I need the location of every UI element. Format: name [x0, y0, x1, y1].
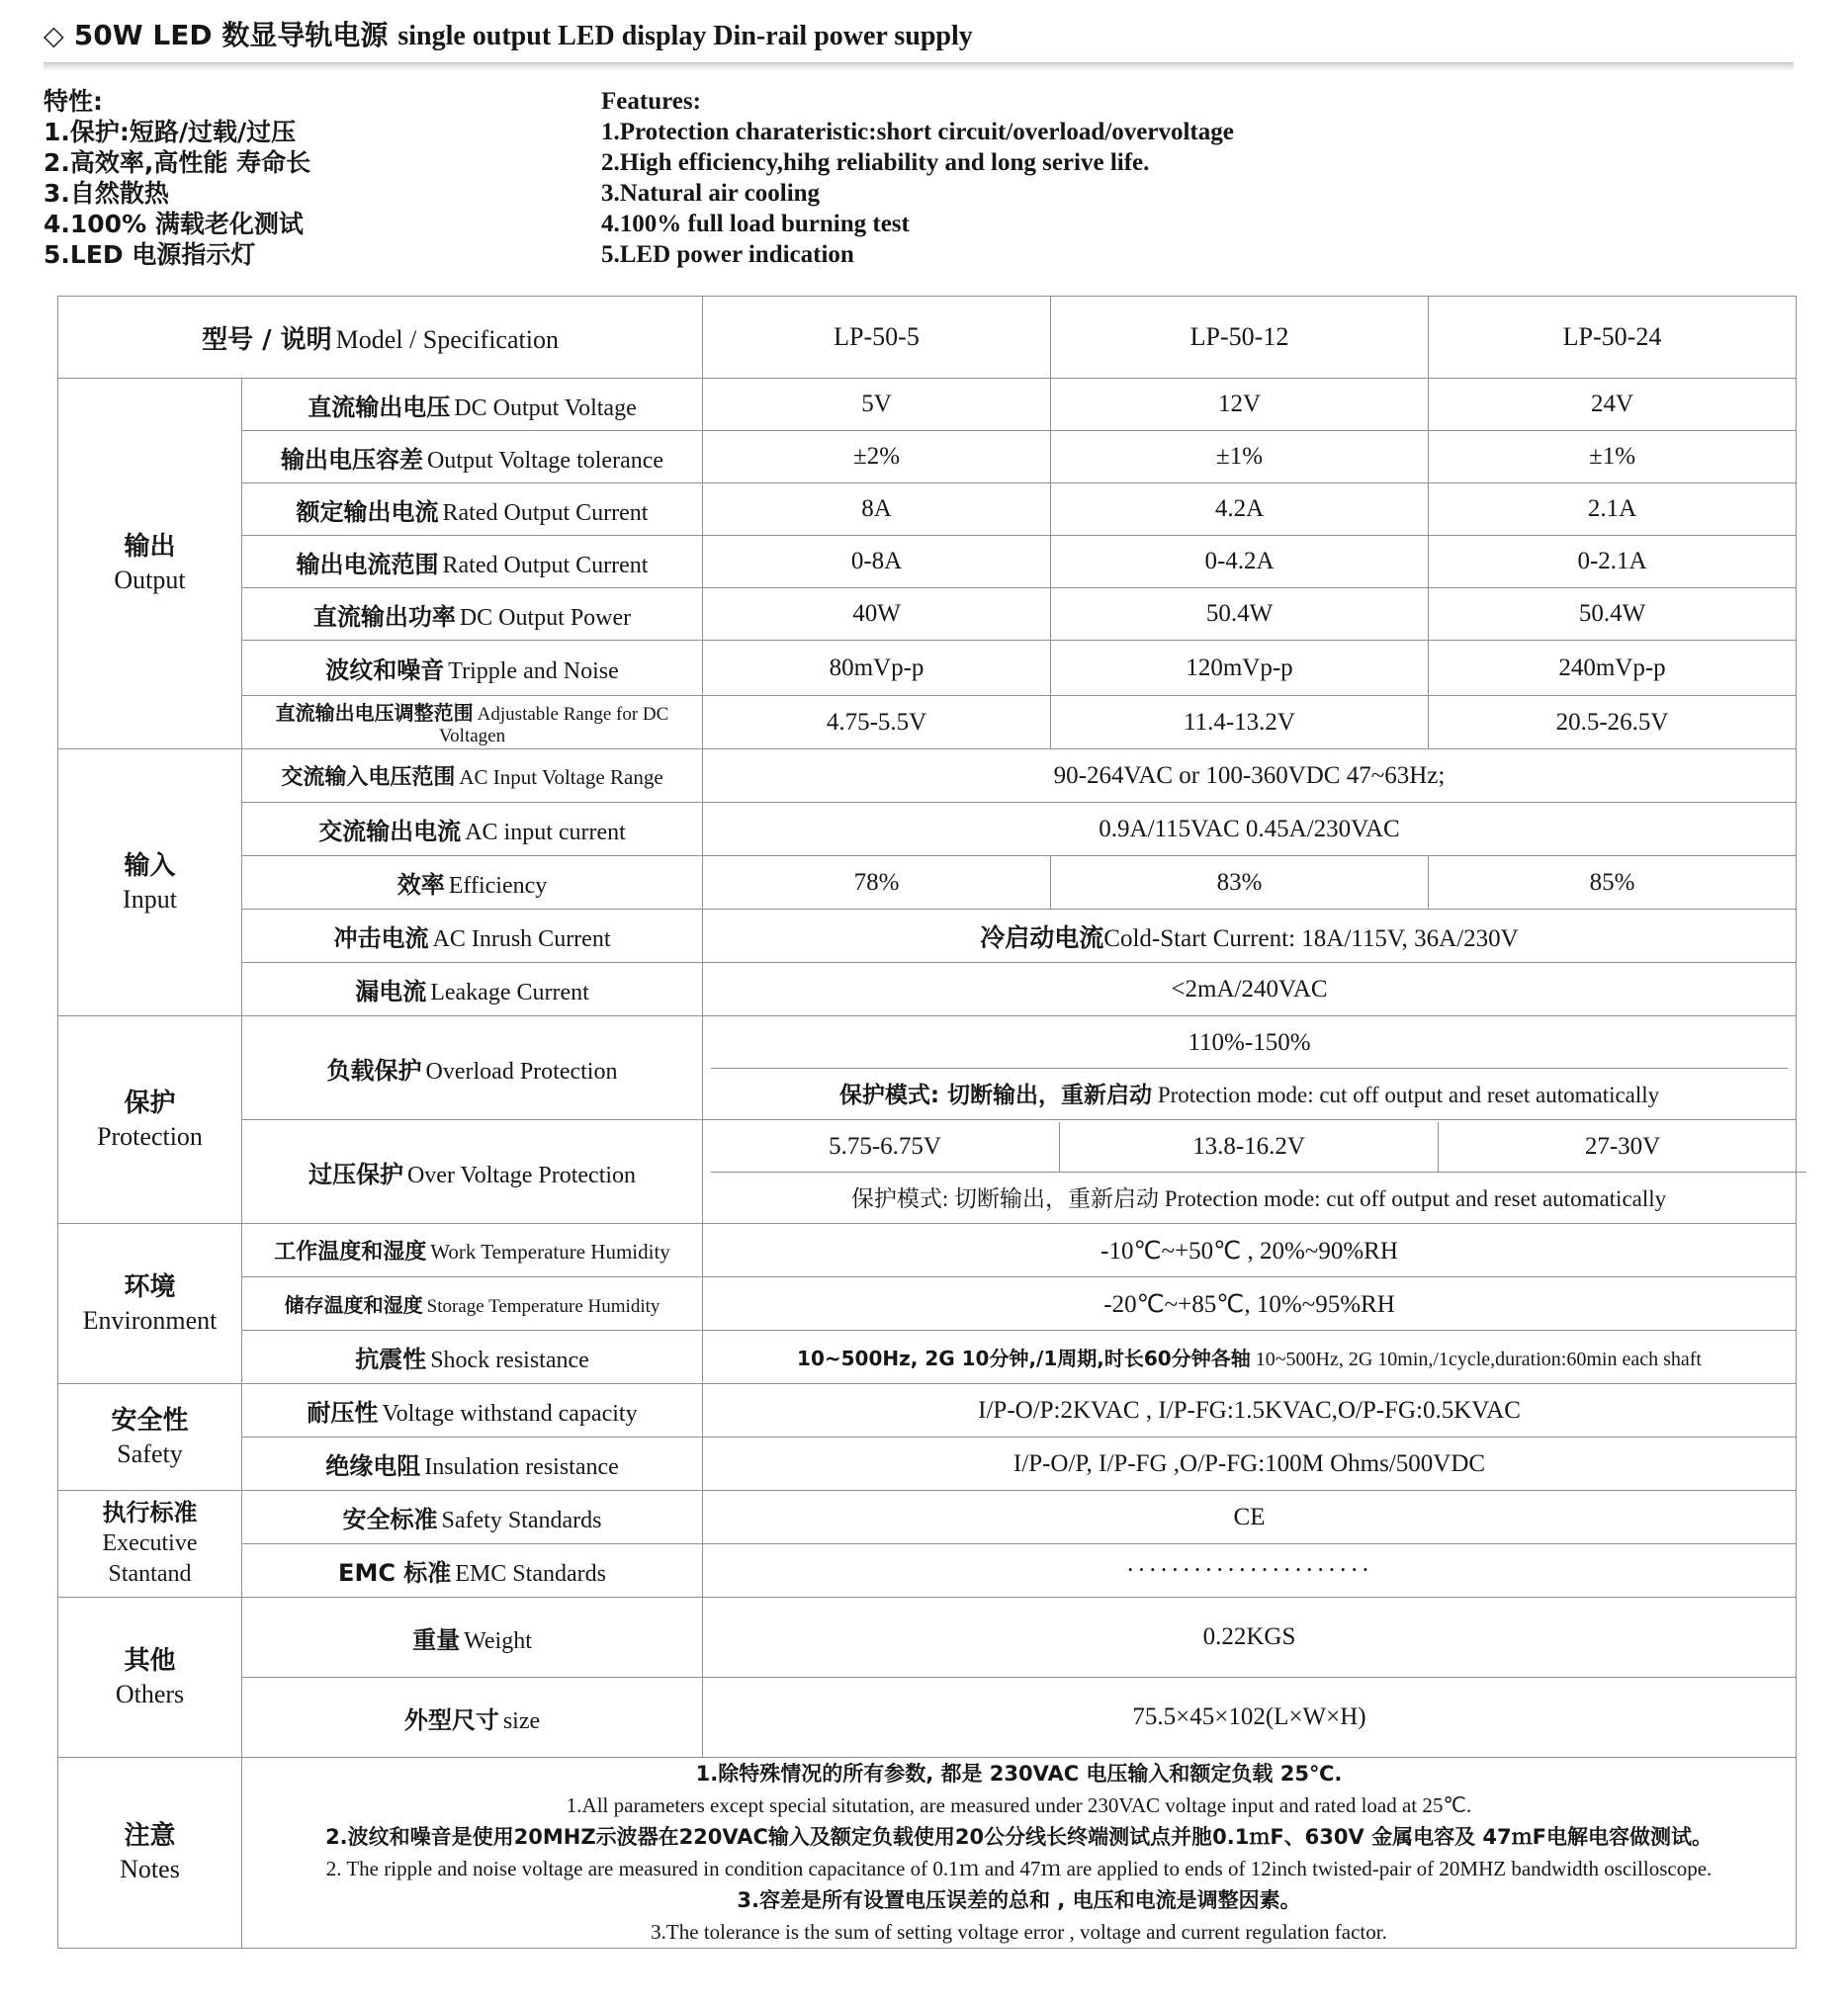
item-tripple-and-noise — [242, 641, 703, 696]
value-cell-merged: <2mA/240VAC — [703, 963, 1797, 1016]
item-label-cn: 输出电流范围 — [296, 550, 439, 578]
item-ac-inrush-current — [242, 910, 703, 963]
value-overload-mode — [711, 1068, 1788, 1118]
feature-item-cn: 4.100% 满载老化测试 — [44, 210, 304, 238]
item-label-cn: 交流输出电流 — [318, 818, 462, 845]
item-emc-standards — [242, 1544, 703, 1598]
table-row — [58, 1598, 1797, 1678]
table-row — [58, 641, 1797, 696]
item-ac-input-current — [242, 803, 703, 856]
value-cell-merged: I/P-O/P, I/P-FG ,O/P-FG:100M Ohms/500VDC — [703, 1438, 1797, 1491]
item-storage-temperature-humidity — [242, 1277, 703, 1331]
group-environment — [58, 1224, 242, 1384]
group-output-cn: 输出 — [124, 532, 176, 562]
group-environment-en: Environment — [82, 1305, 218, 1335]
item-label-en: Rated Output Current — [442, 552, 649, 578]
item-label-en: AC Input Voltage Range — [459, 765, 663, 789]
group-executive-en-line2: Stantand — [108, 1561, 192, 1587]
overload-subtable — [711, 1018, 1788, 1118]
value-cell: 0-8A — [703, 536, 1051, 588]
item-label-cn: 波纹和噪音 — [325, 656, 445, 684]
item-label-en: Shock resistance — [430, 1348, 589, 1373]
group-notes — [58, 1758, 242, 1949]
table-row — [711, 1068, 1788, 1118]
overload-protection-values — [703, 1016, 1797, 1120]
item-size — [242, 1678, 703, 1758]
value-cell: 24V — [1429, 379, 1797, 431]
item-label-cn: 工作温度和湿度 — [274, 1240, 427, 1265]
item-overload-protection — [242, 1016, 703, 1120]
value-cn: 10~500Hz, 2G 10分钟,/1周期,时长60分钟各轴 — [797, 1347, 1251, 1370]
item-label-cn: 漏电流 — [355, 978, 427, 1005]
item-label-cn: 直流输出电压 — [308, 393, 451, 421]
item-label-cn: 耐压性 — [307, 1399, 379, 1427]
table-row — [58, 856, 1797, 910]
feature-item-cn: 1.保护:短路/过载/过压 — [44, 118, 297, 146]
value-overload-range: 110%-150% — [711, 1018, 1788, 1069]
diamond-bullet-icon: ◇ — [44, 21, 64, 50]
item-over-voltage-protection — [242, 1120, 703, 1224]
header-model-lp50-24: LP-50-24 — [1429, 297, 1797, 379]
group-environment-cn: 环境 — [124, 1271, 176, 1302]
value-en: Cold-Start Current: 18A/115V, 36A/230V — [1103, 924, 1519, 952]
item-label-cn: 直流输出电压调整范围 — [275, 701, 474, 725]
group-input-cn: 输入 — [124, 850, 176, 881]
group-input — [58, 749, 242, 1016]
title-english: single output LED display Din-rail power supply — [397, 21, 973, 51]
table-row — [58, 1544, 1797, 1598]
table-row — [58, 588, 1797, 641]
notes-content — [242, 1758, 1797, 1949]
item-label-cn: 过压保护 — [308, 1160, 403, 1188]
overvoltage-subtable — [711, 1122, 1806, 1222]
title-divider — [44, 62, 1794, 70]
page-title — [0, 0, 1848, 53]
item-label-en: EMC Standards — [455, 1561, 606, 1587]
table-header-row — [58, 297, 1797, 379]
feature-item-en: 1.Protection charateristic:short circuit/overload/overvoltage — [601, 119, 1234, 145]
table-row — [58, 1491, 1797, 1544]
value-cell-merged: -20℃~+85℃, 10%~95%RH — [703, 1277, 1797, 1331]
table-row — [711, 1172, 1806, 1222]
item-label-en: Weight — [464, 1627, 532, 1654]
table-row — [58, 1277, 1797, 1331]
value-cell: 83% — [1051, 856, 1429, 910]
value-cell: 20.5-26.5V — [1429, 696, 1797, 749]
value-ovp-mode — [711, 1172, 1806, 1222]
specification-table — [57, 296, 1797, 1949]
value-cell: ±1% — [1051, 431, 1429, 483]
item-label-en: Work Temperature Humidity — [430, 1240, 670, 1264]
item-label-en: Tripple and Noise — [448, 658, 619, 684]
group-others — [58, 1598, 242, 1758]
item-shock-resistance — [242, 1331, 703, 1384]
features-chinese-heading: 特性: — [44, 87, 103, 116]
header-model-cell — [58, 297, 703, 379]
table-row — [58, 749, 1797, 803]
group-notes-en: Notes — [120, 1855, 180, 1883]
value-ovp-lp50-12: 13.8-16.2V — [1060, 1122, 1439, 1173]
item-rated-output-current — [242, 483, 703, 536]
item-label-cn: 输出电压容差 — [280, 445, 423, 474]
table-row — [58, 696, 1797, 749]
item-label-cn: 绝缘电阻 — [325, 1452, 421, 1480]
item-label-cn: 冲击电流 — [333, 924, 429, 952]
group-safety-en: Safety — [117, 1439, 183, 1468]
value-cell: 50.4W — [1429, 588, 1797, 641]
item-safety-standards — [242, 1491, 703, 1544]
group-protection-en: Protection — [97, 1121, 203, 1151]
table-row — [58, 1438, 1797, 1491]
item-label-en: Efficiency — [448, 873, 548, 899]
value-cell-merged: I/P-O/P:2KVAC , I/P-FG:1.5KVAC,O/P-FG:0.5KVAC — [703, 1384, 1797, 1438]
note-line: 1.除特殊情况的所有参数, 都是 230VAC 电压输入和额定负载 25℃. — [695, 1762, 1343, 1786]
item-label-en: Safety Standards — [441, 1508, 602, 1533]
features-block — [0, 86, 1848, 284]
table-row — [58, 1016, 1797, 1120]
item-label-en: Adjustable Range for DC Voltagen — [438, 704, 669, 746]
value-cell: 85% — [1429, 856, 1797, 910]
value-cell: 4.75-5.5V — [703, 696, 1051, 749]
item-label-cn: 重量 — [412, 1625, 461, 1654]
item-label-cn: EMC 标准 — [338, 1559, 452, 1587]
item-label-cn: 额定输出电流 — [296, 497, 439, 526]
group-protection-cn: 保护 — [124, 1088, 176, 1118]
item-label-en: Voltage withstand capacity — [382, 1401, 638, 1427]
item-adjustable-range-dc-voltage — [242, 696, 703, 749]
note-line: 2.波纹和噪音是使用20MHZ示波器在220VAC输入及额定负载使用20公分线长终端测试点并肔0.1ｍF、630V 金属电容及 47ｍF电解电容做测试。 — [325, 1825, 1713, 1849]
item-label-cn: 储存温度和湿度 — [284, 1293, 423, 1317]
item-label-en: DC Output Power — [459, 604, 632, 631]
table-row — [58, 803, 1797, 856]
value-ovp-lp50-24: 27-30V — [1439, 1122, 1807, 1173]
item-label-cn: 负载保护 — [326, 1056, 422, 1085]
group-safety — [58, 1384, 242, 1491]
feature-item-en: 2.High efficiency,hihg reliability and long serive life. — [601, 149, 1150, 176]
group-executive-en-line1: Executive — [102, 1530, 198, 1556]
item-output-voltage-tolerance — [242, 431, 703, 483]
table-row — [58, 1120, 1797, 1224]
item-dc-output-voltage — [242, 379, 703, 431]
title-chinese: 50W LED 数显导轨电源 — [73, 19, 389, 51]
value-cell-merged: -10℃~+50℃ , 20%~90%RH — [703, 1224, 1797, 1277]
value-cell: ±1% — [1429, 431, 1797, 483]
item-weight — [242, 1598, 703, 1678]
table-row — [711, 1122, 1806, 1173]
value-cell: 120mVp-p — [1051, 641, 1429, 696]
feature-item-en: 4.100% full load burning test — [601, 211, 910, 237]
group-output-en: Output — [114, 566, 186, 594]
value-cell-merged: 75.5×45×102(L×W×H) — [703, 1678, 1797, 1758]
value-cell-merged — [703, 1331, 1797, 1384]
table-row — [58, 379, 1797, 431]
value-cell: 40W — [703, 588, 1051, 641]
value-cn: 保护模式: 切断输出，重新启动 — [838, 1083, 1153, 1108]
note-line: 2. The ripple and noise voltage are measured in condition capacitance of 0.1ｍ and 47ｍ are applied to ends of 12inch twisted-pair of 20MHZ bandwidth oscilloscope. — [325, 1857, 1713, 1880]
value-cn: 保护模式: 切断输出，重新启动 — [850, 1186, 1160, 1211]
feature-item-cn: 2.高效率,高性能 寿命长 — [44, 148, 311, 177]
value-cell: 2.1A — [1429, 483, 1797, 536]
table-row — [58, 1758, 1797, 1949]
value-cell: ±2% — [703, 431, 1051, 483]
item-label-en: Storage Temperature Humidity — [426, 1296, 660, 1317]
table-row — [58, 1224, 1797, 1277]
item-label-cn: 外型尺寸 — [403, 1705, 499, 1734]
table-row — [58, 1331, 1797, 1384]
header-model-cn: 型号 / 说明 — [202, 324, 332, 355]
value-cell: 5V — [703, 379, 1051, 431]
header-model-lp50-5: LP-50-5 — [703, 297, 1051, 379]
value-en: 10~500Hz, 2G 10min,/1cycle,duration:60min each shaft — [1255, 1349, 1702, 1370]
value-cell-merged: 90-264VAC or 100-360VDC 47~63Hz; — [703, 749, 1797, 803]
header-model-lp50-12: LP-50-12 — [1051, 297, 1429, 379]
item-voltage-withstand-capacity — [242, 1384, 703, 1438]
feature-item-cn: 3.自然散热 — [44, 179, 169, 208]
group-protection — [58, 1016, 242, 1224]
header-model-en: Model / Specification — [335, 324, 559, 354]
table-row — [58, 1678, 1797, 1758]
item-label-en: Insulation resistance — [424, 1454, 619, 1480]
item-label-en: AC Inrush Current — [432, 926, 611, 952]
specification-table-wrapper — [57, 296, 1796, 1949]
feature-item-en: 3.Natural air cooling — [601, 180, 821, 207]
table-row — [58, 910, 1797, 963]
group-others-en: Others — [115, 1679, 185, 1708]
value-cell-merged: CE — [703, 1491, 1797, 1544]
group-executive-cn: 执行标准 — [102, 1499, 198, 1527]
value-cell: 240mVp-p — [1429, 641, 1797, 696]
item-efficiency — [242, 856, 703, 910]
item-label-en: Over Voltage Protection — [406, 1162, 637, 1188]
item-label-cn: 交流输入电压范围 — [281, 765, 456, 790]
value-cell: 0-2.1A — [1429, 536, 1797, 588]
value-cell: 50.4W — [1051, 588, 1429, 641]
item-label-en: Output Voltage tolerance — [426, 447, 664, 474]
note-line: 1.All parameters except special situtation, are measured under 230VAC voltage input and rated load at 25℃. — [566, 1793, 1472, 1817]
value-en: Protection mode: cut off output and reset automatically — [1157, 1083, 1660, 1107]
group-input-en: Input — [123, 884, 177, 914]
item-label-en: Leakage Current — [430, 980, 589, 1005]
value-cn: 冷启动电流 — [980, 922, 1104, 952]
features-english-column — [601, 86, 1234, 270]
item-work-temperature-humidity — [242, 1224, 703, 1277]
value-cell-merged — [703, 910, 1797, 963]
value-cell: 80mVp-p — [703, 641, 1051, 696]
item-leakage-current — [242, 963, 703, 1016]
value-cell: 0-4.2A — [1051, 536, 1429, 588]
table-row — [58, 963, 1797, 1016]
item-label-en: Rated Output Current — [442, 499, 649, 526]
item-ac-input-voltage-range — [242, 749, 703, 803]
features-chinese-column — [44, 86, 310, 270]
item-label-en: DC Output Voltage — [454, 394, 637, 421]
value-cell: 12V — [1051, 379, 1429, 431]
over-voltage-protection-values — [703, 1120, 1797, 1224]
value-cell: 4.2A — [1051, 483, 1429, 536]
item-label-cn: 效率 — [396, 871, 445, 899]
value-ovp-lp50-5: 5.75-6.75V — [711, 1122, 1060, 1173]
feature-item-cn: 5.LED 电源指示灯 — [44, 240, 256, 269]
features-english-heading: Features: — [601, 88, 701, 115]
group-notes-cn: 注意 — [124, 1821, 176, 1851]
table-row — [58, 1384, 1797, 1438]
item-label-cn: 直流输出功率 — [312, 602, 456, 631]
item-dc-output-power — [242, 588, 703, 641]
group-executive-standard — [58, 1491, 242, 1598]
table-row — [58, 483, 1797, 536]
value-cell-merged: 0.22KGS — [703, 1598, 1797, 1678]
table-row — [58, 536, 1797, 588]
item-label-cn: 抗震性 — [355, 1346, 427, 1373]
value-en: Protection mode: cut off output and reset automatically — [1164, 1186, 1667, 1211]
group-others-cn: 其他 — [124, 1645, 176, 1676]
item-label-en: size — [502, 1707, 541, 1734]
item-insulation-resistance — [242, 1438, 703, 1491]
group-safety-cn: 安全性 — [111, 1405, 189, 1436]
item-label-en: AC input current — [465, 820, 626, 845]
value-cell: 11.4-13.2V — [1051, 696, 1429, 749]
value-cell-merged: ······················ — [703, 1544, 1797, 1598]
item-label-cn: 安全标准 — [342, 1506, 438, 1533]
feature-item-en: 5.LED power indication — [601, 241, 854, 268]
item-output-current-range — [242, 536, 703, 588]
table-row — [711, 1018, 1788, 1069]
note-line: 3.容差是所有设置电压误差的总和 , 电压和电流是调整因素。 — [737, 1888, 1301, 1912]
note-line: 3.The tolerance is the sum of setting voltage error , voltage and current regulation factor. — [651, 1920, 1387, 1944]
group-output — [58, 379, 242, 749]
value-cell-merged: 0.9A/115VAC 0.45A/230VAC — [703, 803, 1797, 856]
value-cell: 8A — [703, 483, 1051, 536]
table-row — [58, 431, 1797, 483]
item-label-en: Overload Protection — [425, 1058, 618, 1085]
value-cell: 78% — [703, 856, 1051, 910]
